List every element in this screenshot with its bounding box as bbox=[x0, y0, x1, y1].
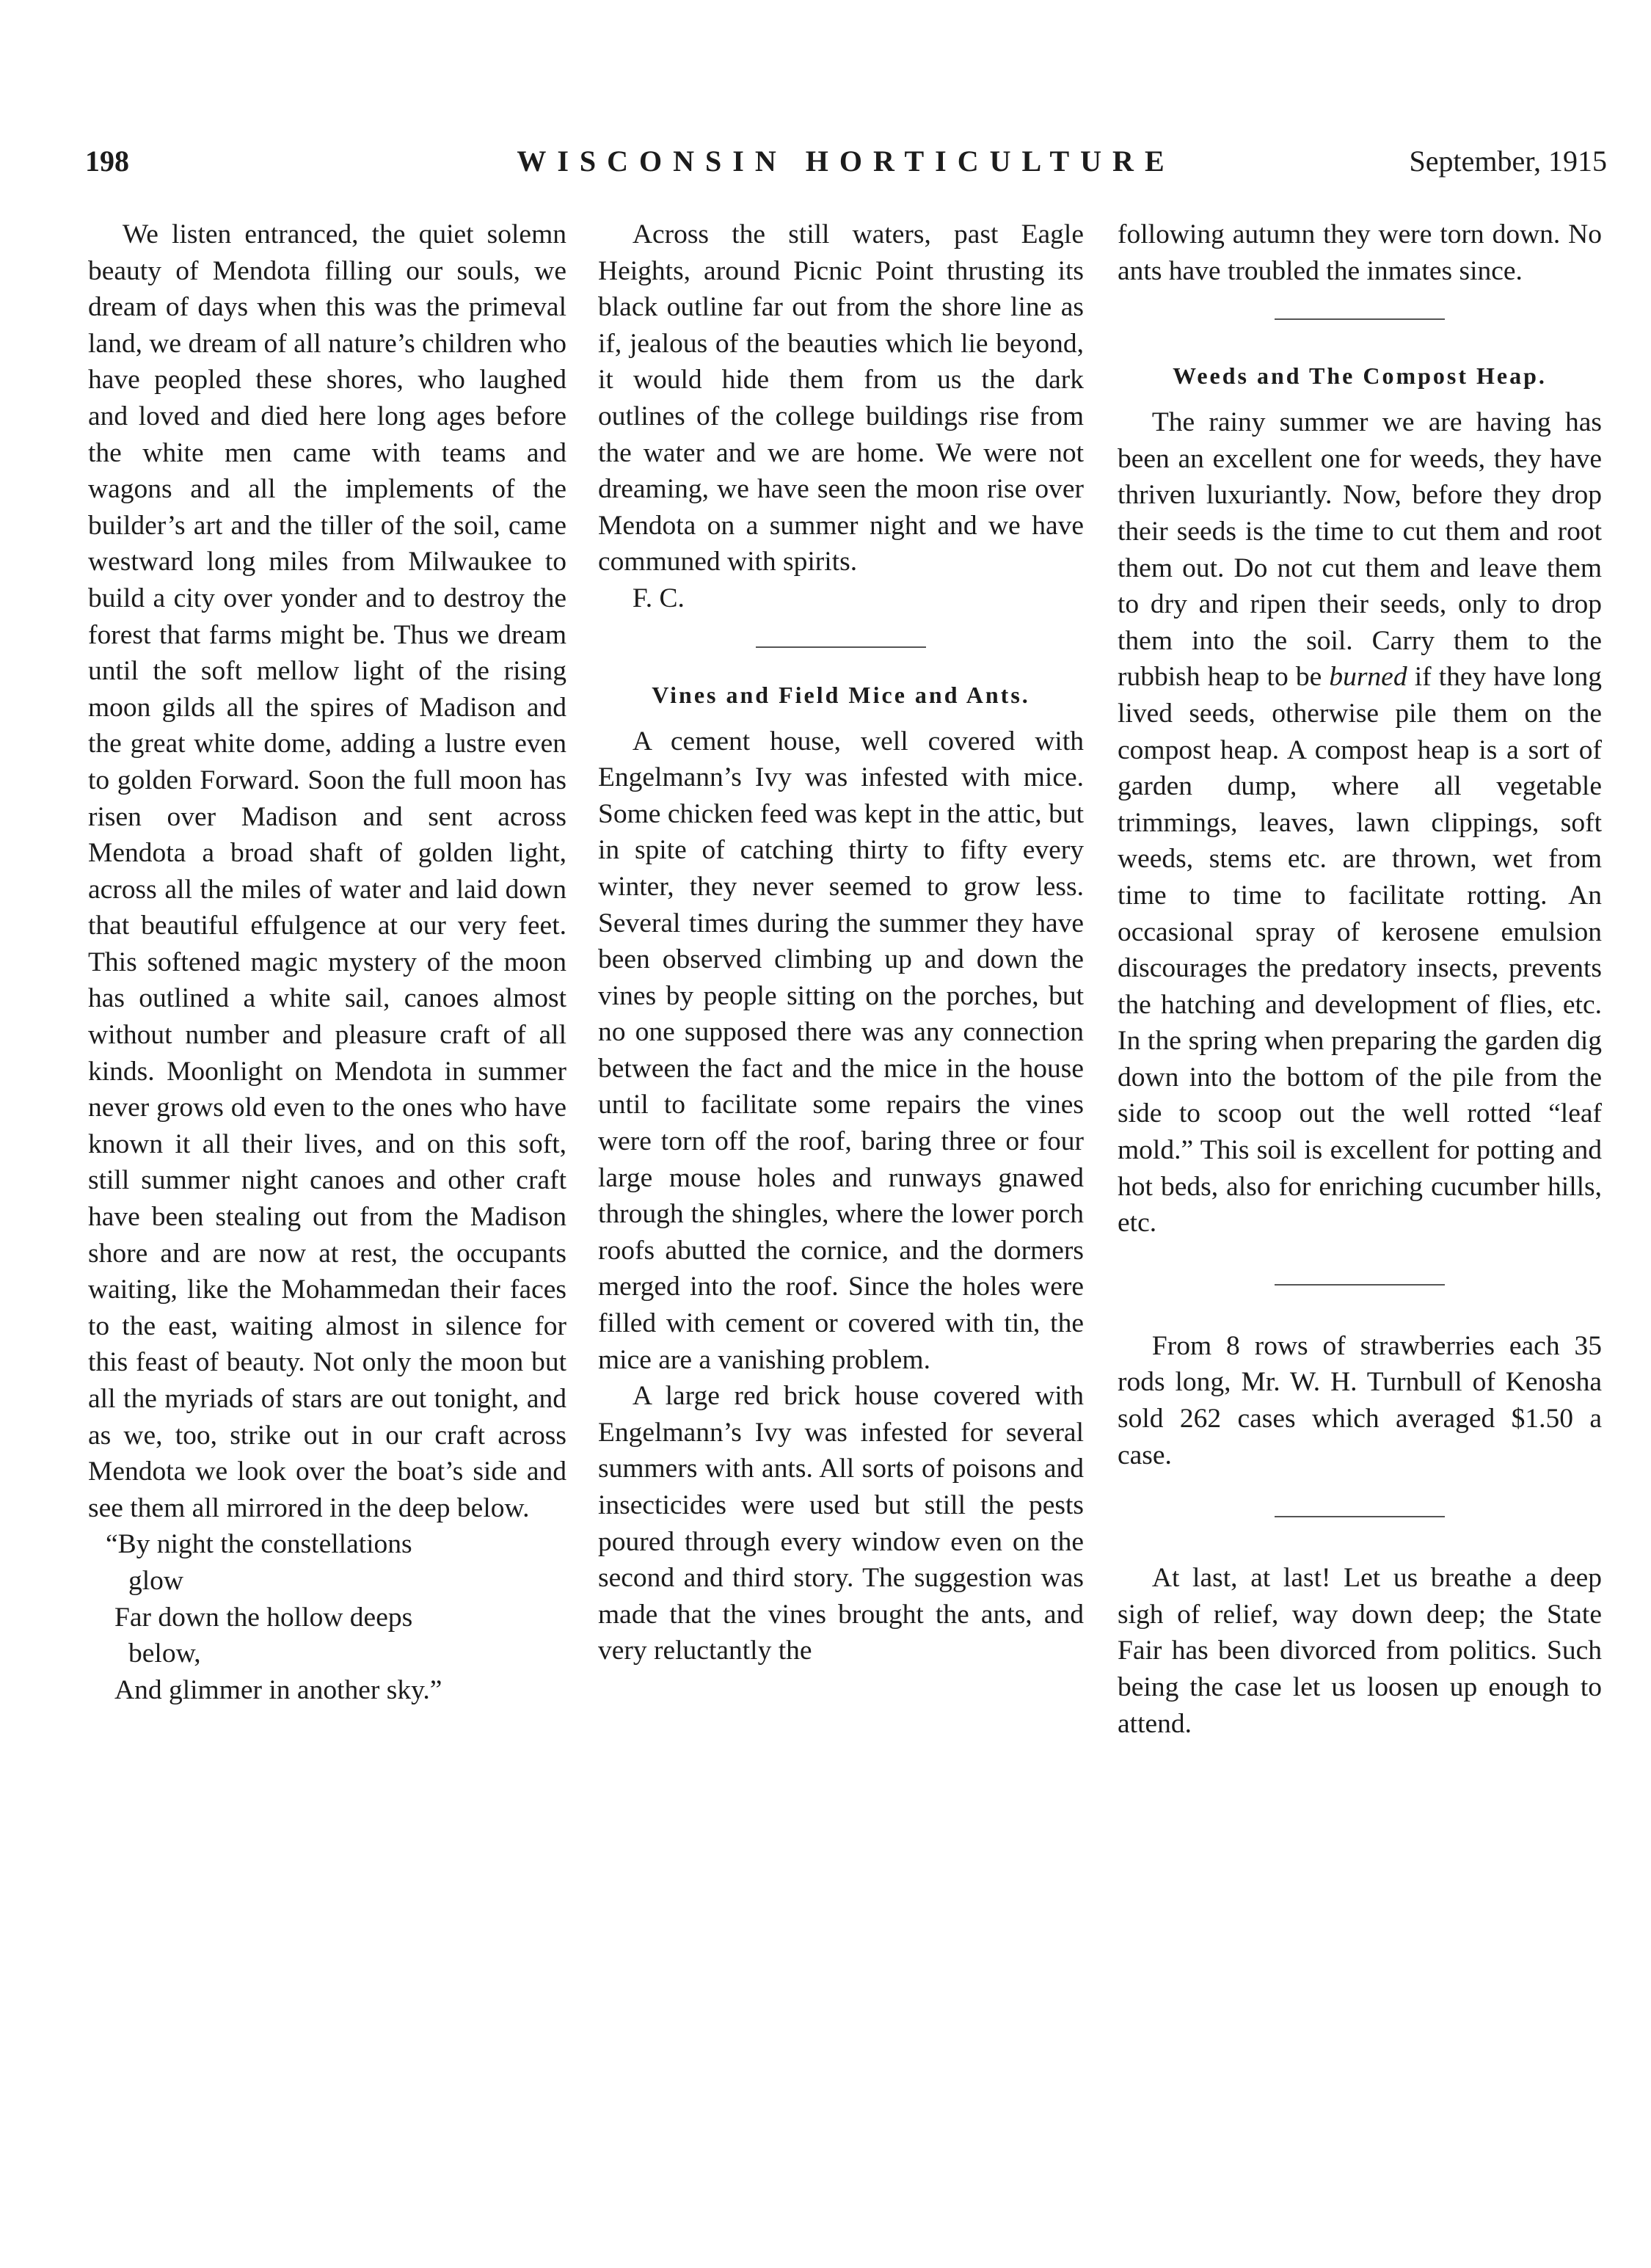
moonlight-paragraph: We listen entranced, the quiet solemn beauty of Mendota filling our souls, we dream of days when this was the primeval land, we dream of all nature’s children who have peopled these shores, who laughed and loved and died here long ages before the white men came with teams and wagons and all the implements of the builder’s art and the tiller of the soil, came westward long miles from Milwaukee to build a city over yonder and to destroy the forest that farms might be. Thus we dream until the soft mellow light of the rising moon gilds all the spires of Madison and the great white dome, adding a lustre even to golden Forward. Soon the full moon has risen over Madison and sent across Mendota a broad shaft of golden light, across all the miles of water and laid down that beautiful effulgence at our very feet. This softened magic mystery of the moon has outlined a white sail, canoes almost without number and pleasure craft of all kinds. Moonlight on Mendota in summer never grows old even to the ones who have known it all their lives, and on this soft, still summer night canoes and other craft have been stealing out from the Madison shore and are now at rest, the occupants waiting, like the Mohammedan their faces to the east, waiting almost in silence for this feast of beauty. Not only the moon but all the myriads of stars are out tonight, and as we, too, strike out in our craft across Mendota we look over the boat’s side and see them all mirrored in the deep below. bbox=[88, 219, 566, 1523]
ants-paragraph-end: following autumn they were torn down. No ants have troubled the inmates since. bbox=[1118, 219, 1602, 286]
page-number: 198 bbox=[85, 145, 129, 178]
state-fair-paragraph: At last, at last! Let us breathe a deep sigh of relief, way down deep; the State Fair has been divorced from politics. Such being the case let us loosen up enough to attend. bbox=[1118, 1563, 1602, 1739]
verse-line: below, bbox=[128, 1638, 201, 1669]
verse-line: glow bbox=[128, 1565, 183, 1596]
journal-title: WISCONSIN HORTICULTURE bbox=[517, 145, 1176, 178]
issue-date: September, 1915 bbox=[1409, 145, 1607, 178]
strawberries-paragraph: From 8 rows of strawberries each 35 rods long, Mr. W. H. Turnbull of Kenosha sold 262 cases which averaged $1.50 a case. bbox=[1118, 1330, 1602, 1470]
section-divider bbox=[756, 646, 926, 648]
verse-line: “By night the constellations bbox=[106, 1529, 412, 1560]
section-divider bbox=[1275, 318, 1445, 320]
section-divider bbox=[1275, 1284, 1445, 1286]
page-header bbox=[85, 144, 1607, 188]
section-divider bbox=[1275, 1516, 1445, 1517]
verse-line: And glimmer in another sky.” bbox=[114, 1674, 442, 1705]
column-3 bbox=[1118, 216, 1602, 1742]
verse-line: Far down the hollow deeps bbox=[114, 1602, 413, 1633]
vines-mice-paragraph: A cement house, well covered with Engelmann’s Ivy was infested with mice. Some chicken feed was kept in the attic, but in spite of catching thirty to fifty every winter, they never seemed to grow less. Several times during the summer they have been observed climbing up and down the vines by people sitting on the porches, but no one supposed there was any connection between the fact and the mice in the house until to facilitate some repairs the vines were torn off the roof, baring three or four large mouse holes and runways gnawed through the shingles, where the lower porch roofs abutted the cornice, and the dormers merged into the roof. Since the holes were filled with cement or covered with tin, the mice are a vanishing problem. bbox=[598, 726, 1084, 1375]
article-title-vines: Vines and Field Mice and Ants. bbox=[652, 681, 1030, 708]
article-title-weeds: Weeds and The Compost Heap. bbox=[1173, 362, 1547, 390]
poem-quote bbox=[88, 1526, 566, 1708]
column-2 bbox=[598, 216, 1084, 1669]
moonlight-paragraph-end: Across the still waters, past Eagle Heights, around Picnic Point thrusting its black outline far out from the shore line as if, jealous of the beauties which lie beyond, it would hide them from us the dark outlines of the college buildings rise from the water and we are home. We were not dreaming, we have seen the moon rise over Mendota on a summer night and we have communed with spirits. bbox=[598, 219, 1084, 577]
weeds-paragraph: The rainy summer we are having has been an excellent one for weeds, they have thriven luxuriantly. Now, before they drop their seeds is the time to cut them and root them out. Do not cut them and leave them to dry and ripen their seeds, only to drop them into the soil. Carry them to the rubbish heap to be burned if they have long lived seeds, otherwise pile them on the compost heap. A compost heap is a sort of garden dump, where all vegetable trimmings, leaves, lawn clippings, soft weeds, stems etc. are thrown, wet from time to time to facilitate rotting. An occasional spray of kerosene emulsion discourages the predatory insects, prevents the hatching and development of flies, etc. In the spring when preparing the garden dig down into the bottom of the pile from the side to scoop out the well rotted “leaf mold.” This soil is excellent for potting and hot beds, also for enriching cucumber hills, etc. bbox=[1118, 407, 1602, 1239]
vines-ants-paragraph: A large red brick house covered with Engelmann’s Ivy was infested for several summers with ants. All sorts of poisons and insecticides were used but still the pests poured through every window even on the second and third story. The suggestion was made that the vines brought the ants, and very reluctantly the bbox=[598, 1381, 1084, 1666]
column-1 bbox=[88, 216, 566, 1708]
author-signature: F. C. bbox=[632, 583, 685, 613]
